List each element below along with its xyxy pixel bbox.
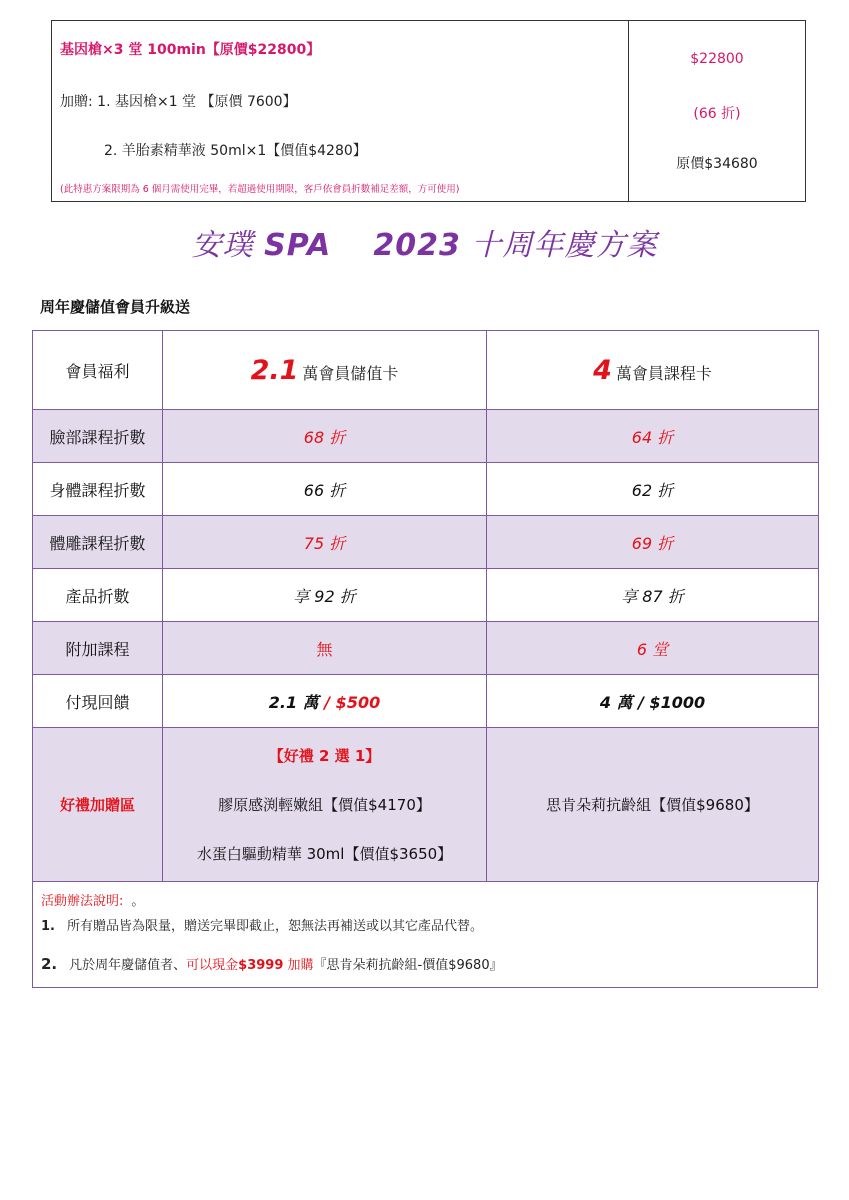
note-2-part-a: 凡於周年慶儲值者、 — [69, 958, 187, 973]
face-discount-stored: 68 折 — [163, 410, 487, 463]
extra-course-stored: 無 — [163, 622, 487, 675]
event-notes — [32, 882, 818, 988]
table-row — [33, 622, 819, 675]
page-title — [0, 220, 849, 264]
note-2-number: 2. — [41, 955, 58, 973]
membership-table — [32, 330, 819, 882]
notes-title-dot: 。 — [131, 894, 145, 909]
note-2-part-b: 可以現金 — [186, 958, 239, 973]
face-discount-course: 64 折 — [487, 410, 819, 463]
row-label-cash-reward: 付現回饋 — [33, 675, 163, 728]
note-2-part-e: 『思肯朵莉抗齡組-價值$9680』 — [313, 958, 503, 973]
cash-reward-stored-value: / $500 — [324, 692, 381, 712]
gift-course-item: 思肯朵莉抗齡組【價值$9680】 — [546, 796, 759, 814]
header-stored-value-card — [163, 331, 487, 410]
cash-reward-stored — [163, 675, 487, 728]
cash-reward-stored-amount: 2.1 萬 — [268, 692, 325, 712]
row-label-sculpt: 體雕課程折數 — [33, 516, 163, 569]
promo-pricing — [629, 21, 805, 201]
title-spa: SPA — [264, 228, 332, 263]
header-course-card — [487, 331, 819, 410]
table-row — [33, 675, 819, 728]
note-1-number: 1. — [41, 919, 55, 934]
promo-details — [52, 21, 629, 201]
gift-option-2: 水蛋白驅動精華 30ml【價值$3650】 — [196, 845, 453, 863]
gift-label: 好禮加贈區 — [59, 796, 135, 814]
gift-row — [33, 728, 819, 882]
note-1-text: 所有贈品皆為限量，贈送完畢即截止，恕無法再補送或以其它產品代替。 — [66, 919, 483, 934]
product-discount-stored: 享 92 折 — [163, 569, 487, 622]
body-discount-course: 62 折 — [487, 463, 819, 516]
promo-terms: (此特惠方案限期為 6 個月需使用完畢，若超過使用期限，客戶依會員折數補足差額，方可使用) — [60, 184, 460, 195]
table-row — [33, 463, 819, 516]
note-2-price: $3999 — [238, 958, 284, 973]
row-label-product: 產品折數 — [33, 569, 163, 622]
promo-box — [51, 20, 806, 202]
note-2-part-d: 加購 — [283, 958, 314, 973]
title-year: 2023 — [373, 228, 461, 263]
cash-reward-course: 4 萬 / $1000 — [487, 675, 819, 728]
table-row — [33, 410, 819, 463]
promo-discount: (66 折) — [693, 106, 741, 122]
notes-title-text: 活動辦法說明: — [41, 894, 124, 909]
table-row — [33, 569, 819, 622]
title-suffix: 十周年慶方案 — [460, 228, 658, 263]
row-label-extra-course: 附加課程 — [33, 622, 163, 675]
header-col2-label: 萬會員儲值卡 — [302, 363, 399, 383]
gift-label-cell — [33, 728, 163, 882]
gift-course — [487, 728, 819, 882]
title-brand: 安璞 — [191, 228, 265, 263]
promo-price: $22800 — [690, 51, 744, 67]
gift-choose-label: 【好禮 2 選 1】 — [268, 747, 381, 765]
note-item-1 — [41, 915, 483, 934]
gift-options-stored — [163, 728, 487, 882]
notes-title — [41, 890, 144, 909]
body-discount-stored: 66 折 — [163, 463, 487, 516]
promo-original-price: 原價$34680 — [676, 156, 758, 172]
gift-option-1: 膠原感渕輕嫩組【價值$4170】 — [218, 796, 431, 814]
promo-bonus-1: 加贈: 1. 基因槍×1 堂 【原價 7600】 — [60, 94, 297, 110]
table-header-row — [33, 331, 819, 410]
product-discount-course: 享 87 折 — [487, 569, 819, 622]
header-col2-amount: 2.1 — [250, 354, 299, 386]
table-row — [33, 516, 819, 569]
header-benefits: 會員福利 — [33, 331, 163, 410]
header-col3-label: 萬會員課程卡 — [615, 363, 712, 383]
sculpt-discount-course: 69 折 — [487, 516, 819, 569]
row-label-body: 身體課程折數 — [33, 463, 163, 516]
note-item-2 — [41, 954, 503, 973]
extra-course-course: 6 堂 — [487, 622, 819, 675]
header-col3-amount: 4 — [593, 354, 612, 386]
promo-bonus-2: 2. 羊胎素精華液 50ml×1【價值$4280】 — [104, 143, 367, 159]
row-label-face: 臉部課程折數 — [33, 410, 163, 463]
promo-main-item: 基因槍×3 堂 100min【原價$22800】 — [60, 42, 321, 58]
section-title: 周年慶儲值會員升級送 — [40, 298, 191, 316]
sculpt-discount-stored: 75 折 — [163, 516, 487, 569]
